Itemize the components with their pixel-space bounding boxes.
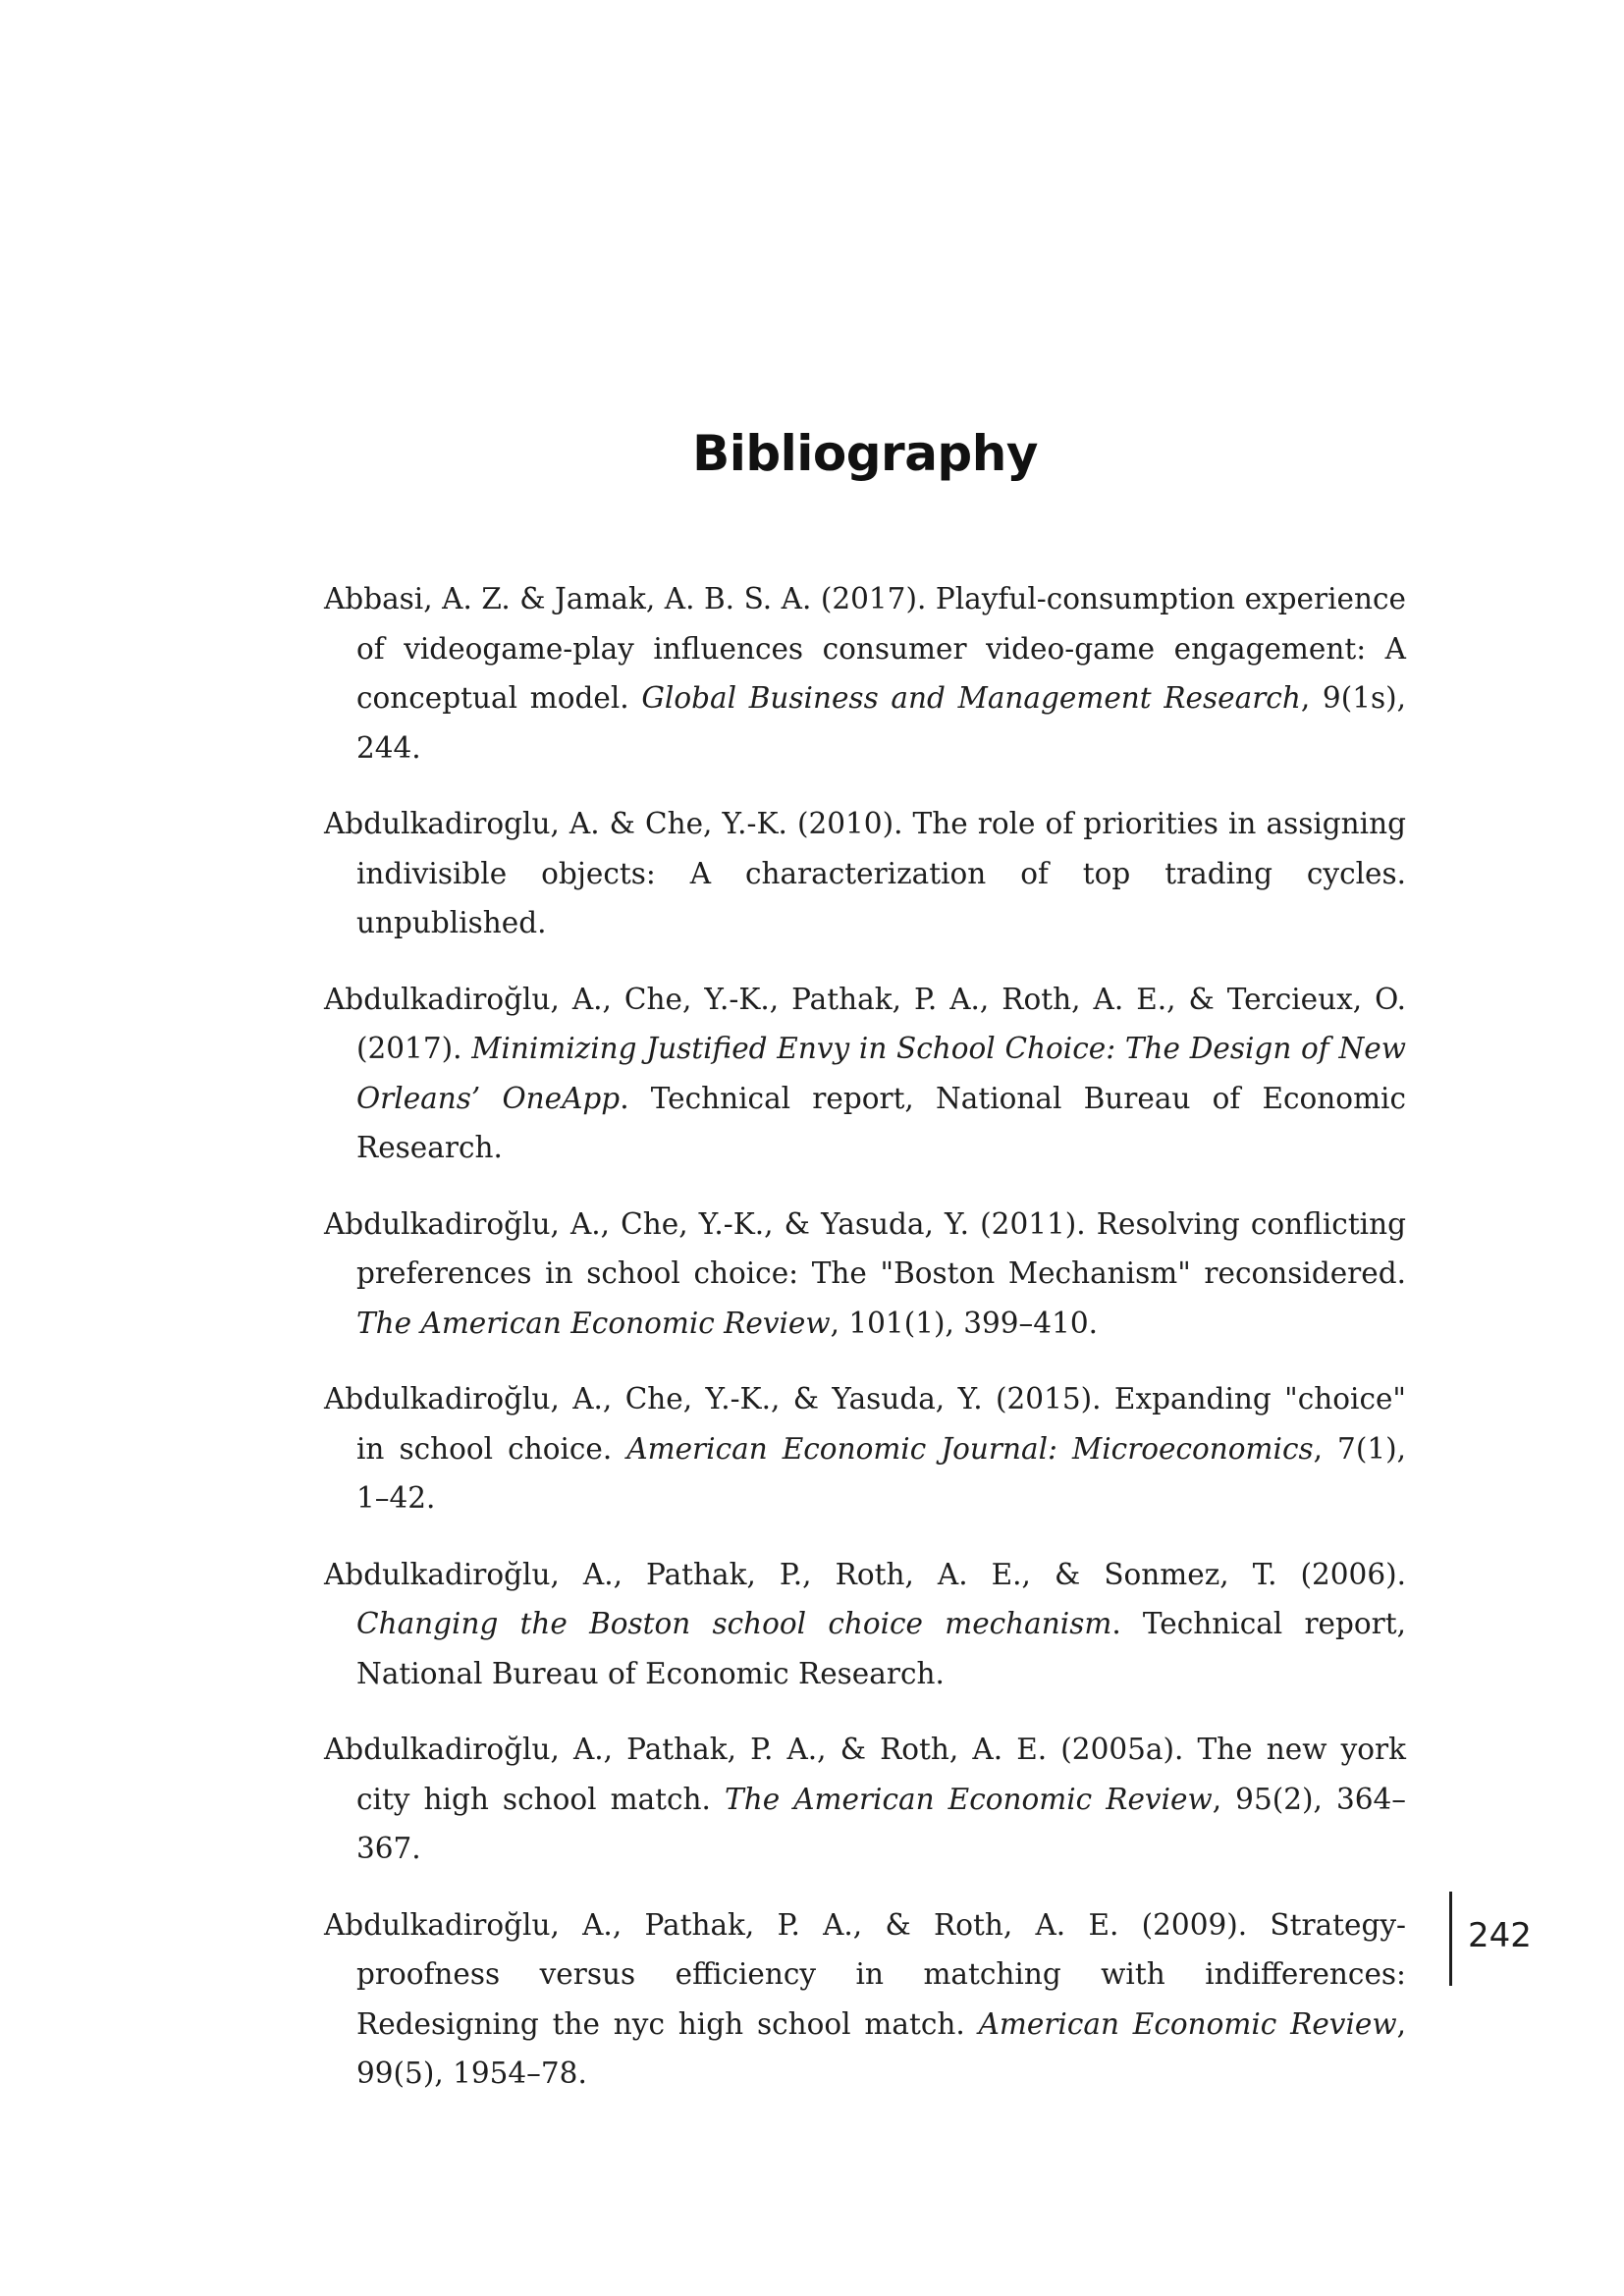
bibliography-entry xyxy=(324,1200,1406,1349)
entry-details: , 95(2), 364–367. xyxy=(356,1782,1407,1865)
entry-text: Abdulkadiroğlu, A., Pathak, P. A., & Roth, A. E. (2009). Strategy-proofness versus efficiency in matching with indifferences: Redesigning the nyc high school match. xyxy=(324,1907,1406,2041)
entry-text: Abdulkadiroğlu, A., Che, Y.-K., Pathak, P. A., Roth, A. E., & Tercieux, O. (2017). xyxy=(324,982,1406,1065)
entry-details: , 101(1), 399–410. xyxy=(830,1306,1098,1340)
entry-text: Abbasi, A. Z. & Jamak, A. B. S. A. (2017). Playful-consumption experience of videogame-play influences consumer video-game engagement: A conceptual model. xyxy=(324,582,1406,715)
bibliography-entry xyxy=(324,975,1406,1173)
page-number: 242 xyxy=(1468,1916,1532,1955)
entry-details: , 9(1s), 244. xyxy=(356,681,1406,765)
bibliography-list xyxy=(324,574,1406,2125)
page-title: Bibliography xyxy=(692,425,1038,482)
entry-source: American Economic Journal: Microeconomics xyxy=(626,1431,1314,1466)
bibliography-entry xyxy=(324,799,1406,948)
entry-details: . Technical report, National Bureau of Economic Research. xyxy=(356,1081,1406,1164)
entry-text: Abdulkadiroglu, A. & Che, Y.-K. (2010). The role of priorities in assigning indivisible objects: A characterization of top trading cycles. unpublished. xyxy=(324,807,1406,939)
entry-text: Abdulkadiroğlu, A., Che, Y.-K., & Yasuda, Y. (2011). Resolving conflicting preferences in school choice: The "Boston Mechanism" reconsidered. xyxy=(324,1206,1406,1290)
entry-source: Minimizing Justified Envy in School Choice: The Design of New Orleans’ OneApp xyxy=(356,1032,1406,1115)
entry-text: Abdulkadiroğlu, A., Pathak, P. A., & Roth, A. E. (2005a). The new york city high school match. xyxy=(324,1733,1406,1816)
entry-text: Abdulkadiroğlu, A., Che, Y.-K., & Yasuda, Y. (2015). Expanding "choice" in school choice. xyxy=(324,1382,1406,1466)
entry-details: , 99(5), 1954–78. xyxy=(356,2006,1406,2090)
entry-source: Global Business and Management Research xyxy=(641,681,1301,715)
entry-source: The American Economic Review xyxy=(356,1306,831,1340)
entry-source: American Economic Review xyxy=(978,2006,1397,2041)
entry-source: The American Economic Review xyxy=(725,1782,1213,1816)
bibliography-entry xyxy=(324,574,1406,773)
bibliography-entry xyxy=(324,1550,1406,1699)
page-number-rule xyxy=(1449,1892,1452,1986)
bibliography-entry xyxy=(324,1374,1406,1523)
bibliography-entry xyxy=(324,1725,1406,1874)
entry-source: Changing the Boston school choice mechanism xyxy=(356,1607,1112,1640)
entry-details: , 7(1), 1–42. xyxy=(356,1431,1406,1515)
entry-text: Abdulkadiroğlu, A., Pathak, P., Roth, A. E., & Sonmez, T. (2006). xyxy=(324,1557,1406,1591)
bibliography-entry xyxy=(324,1900,1406,2099)
entry-details: . Technical report, National Bureau of Economic Research. xyxy=(356,1607,1406,1690)
